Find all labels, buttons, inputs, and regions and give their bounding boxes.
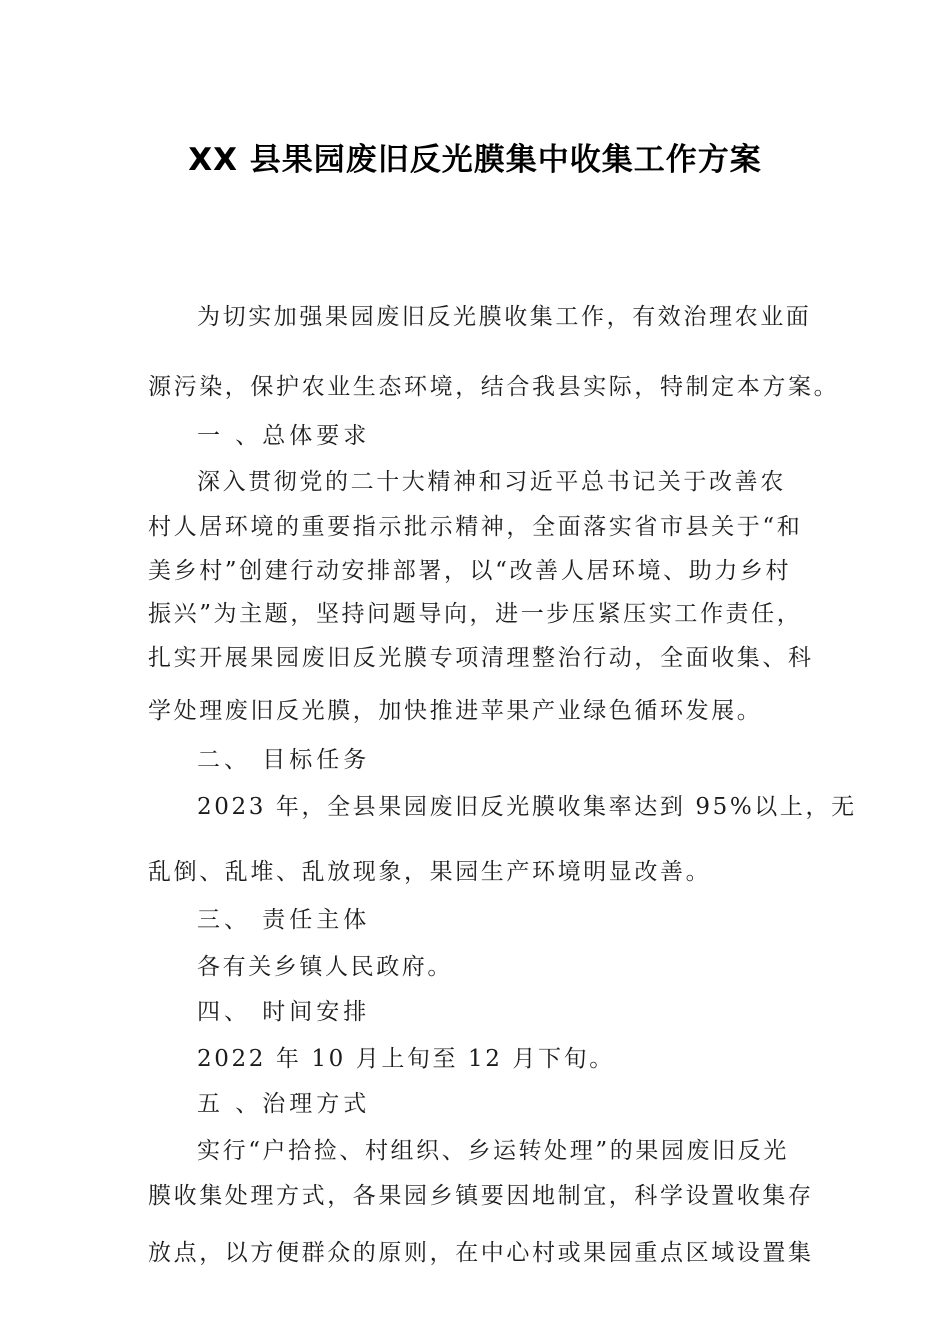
paragraph-line: 扎实开展果园废旧反光膜专项清理整治行动，全面收集、科 [148, 645, 814, 671]
section-heading: 一 、总体要求 [197, 423, 371, 449]
paragraph-line: 实行“户拾捡、村组织、乡运转处理”的果园废旧反光 [197, 1138, 789, 1164]
paragraph-line: 源污染，保护农业生态环境，结合我县实际，特制定本方案。 [148, 374, 840, 400]
paragraph-line: 放点，以方便群众的原则，在中心村或果园重点区域设置集 [148, 1240, 814, 1266]
paragraph-line: 美乡村”创建行动安排部署，以“改善人居环境、助力乡村 [148, 558, 792, 584]
section-heading: 四、 时间安排 [197, 999, 371, 1025]
paragraph-line: 深入贯彻党的二十大精神和习近平总书记关于改善农 [197, 469, 786, 495]
paragraph-line: 村人居环境的重要指示批示精神，全面落实省市县关于“和 [148, 514, 803, 540]
paragraph-line: 振兴”为主题，坚持问题导向，进一步压紧压实工作责任， [148, 601, 803, 627]
paragraph-line: 乱倒、乱堆、乱放现象，果园生产环境明显改善。 [148, 859, 712, 885]
section-heading: 二、 目标任务 [197, 747, 371, 773]
paragraph-line: 为切实加强果园废旧反光膜收集工作，有效治理农业面 [197, 304, 812, 330]
paragraph-line: 2023 年，全县果园废旧反光膜收集率达到 95%以上，无 [197, 794, 857, 820]
section-heading: 五 、治理方式 [197, 1091, 371, 1117]
paragraph-line: 2022 年 10 月上旬至 12 月下旬。 [197, 1046, 615, 1072]
section-heading: 三、 责任主体 [197, 907, 371, 933]
paragraph-line: 各有关乡镇人民政府。 [197, 954, 453, 980]
document-title: XX 县果园废旧反光膜集中收集工作方案 [188, 142, 762, 178]
paragraph-line: 膜收集处理方式，各果园乡镇要因地制宜，科学设置收集存 [148, 1183, 814, 1209]
paragraph-line: 学处理废旧反光膜，加快推进苹果产业绿色循环发展。 [148, 698, 763, 724]
